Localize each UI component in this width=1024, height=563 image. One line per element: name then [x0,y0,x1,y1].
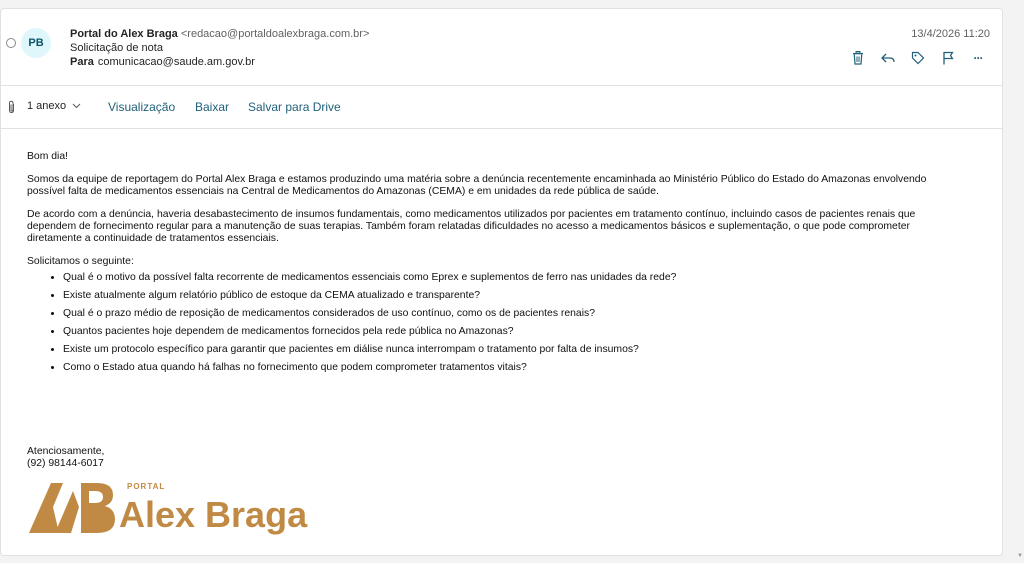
tag-button[interactable] [908,50,928,66]
reply-button[interactable] [878,50,898,66]
email-body [27,151,967,380]
paperclip-icon [7,100,17,114]
recipient-line [70,56,255,68]
list-item: • Como o Estado atua quando há falhas no fornecimento que podem comprometer tratamentos vitais? [63,362,967,374]
email-subject: Solicitação de nota [70,42,163,54]
scrollbar[interactable] [1015,0,1024,563]
tag-icon [911,51,925,65]
attachment-bar [1,86,1002,128]
email-reading-pane [0,8,1003,556]
signature-phone: (92) 98144-6017 [27,458,104,469]
list-item: • Quantos pacientes hoje dependem de medicamentos fornecidos pela rede pública no Amazonas? [63,326,967,338]
recipient-address[interactable]: comunicacao@saude.am.gov.br [97,56,255,68]
question-list [27,272,967,374]
chevron-down-icon [72,103,81,109]
sender-name[interactable]: Portal do Alex Braga [70,28,178,40]
more-icon: ··· [973,51,983,65]
signature [27,446,104,470]
body-paragraph: Somos da equipe de reportagem do Portal Alex Braga e estamos produzindo uma matéria sobre a denúncia recentemente encaminhada ao Ministério Público do Estado do Amazonas envolvendo possível falta de medicamentos essenciais na Central de Medicamentos do Amazonas (CEMA) e em unidades da rede pública de saúde. [27,174,927,197]
attachment-count-toggle[interactable] [27,100,81,112]
logo-small-text: PORTAL [127,482,166,491]
email-date: 13/4/2026 11:20 [911,28,990,40]
list-item: • Existe um protocolo específico para garantir que pacientes em diálise nunca interrompam o tratamento por falta de insumos? [63,344,967,356]
list-item: • Qual é o prazo médio de reposição de medicamentos considerados de uso contínuo, como os de pacientes renais? [63,308,967,320]
delete-button[interactable] [848,50,868,66]
message-actions [848,50,988,66]
to-label: Para [70,56,94,68]
download-link[interactable]: Baixar [195,100,230,114]
trash-icon [852,51,864,65]
flag-icon [942,51,954,65]
list-item: • Existe atualmente algum relatório público de estoque da CEMA atualizado e transparente? [63,290,967,302]
reply-icon [880,52,896,64]
sender-line[interactable] [70,28,369,40]
attachment-count: 1 anexo [27,100,67,112]
portal-alex-braga-logo [29,477,349,537]
greeting: Bom dia! [27,151,69,162]
logo-big-text: Alex Braga [119,494,308,535]
signoff-text: Atenciosamente, [27,446,105,457]
save-to-drive-link[interactable]: Salvar para Drive [248,100,341,114]
more-actions-button[interactable] [968,50,988,66]
scroll-down-arrow[interactable]: ▼ [1017,553,1023,559]
sender-email: <redacao@portaldoalexbraga.com.br> [180,28,370,40]
list-item: • Qual é o motivo da possível falta recorrente de medicamentos essenciais como Eprex e suplementos de ferro nas unidades da rede? [63,272,967,284]
avatar[interactable]: PB [21,28,51,58]
body-paragraph: De acordo com a denúncia, haveria desabastecimento de insumos fundamentais, como medicamentos utilizados por pacientes em tratamento contínuo, incluindo casos de pacientes renais que dependem de fornecimento regular para a manutenção de suas terapias. Também foram relatadas dificuldades no acesso a medicamentos básicos e suplementação, o que pode comprometer diretamente a continuidade de tratamentos essenciais. [27,209,916,244]
preview-link[interactable]: Visualização [108,100,176,114]
flag-button[interactable] [938,50,958,66]
request-intro: Solicitamos o seguinte: [27,256,134,267]
select-circle[interactable] [6,38,16,48]
email-header [1,9,1002,85]
divider [1,128,1002,129]
